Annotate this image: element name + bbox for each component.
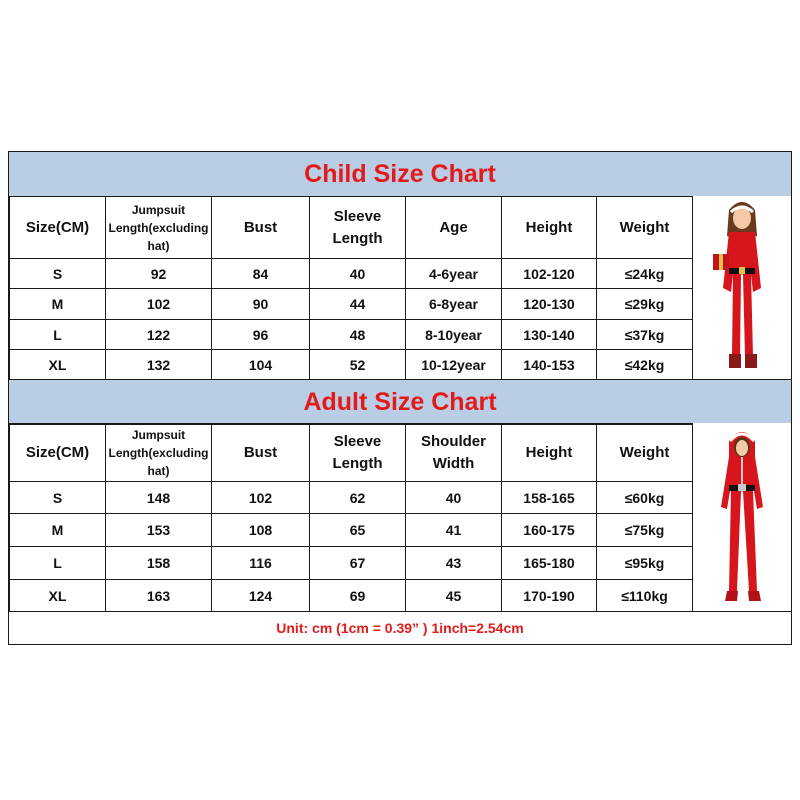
child-header-weight: Weight — [597, 197, 693, 259]
size-cell: XL — [10, 580, 106, 612]
table-row — [10, 547, 693, 580]
table-row — [10, 289, 693, 320]
height-cell: 102-120 — [502, 259, 597, 289]
jumpsuit-length-cell: 148 — [106, 482, 212, 514]
adult-header-weight: Weight — [597, 424, 693, 482]
jumpsuit-length-cell: 158 — [106, 547, 212, 580]
bust-cell: 90 — [212, 289, 310, 320]
child-header-bust: Bust — [212, 197, 310, 259]
sleeve-length-cell: 48 — [310, 320, 406, 350]
child-chart-title: Child Size Chart — [9, 152, 791, 197]
adult-chart-title: Adult Size Chart — [9, 379, 791, 425]
jumpsuit-length-cell: 92 — [106, 259, 212, 289]
bust-cell: 84 — [212, 259, 310, 289]
jumpsuit-length-cell: 122 — [106, 320, 212, 350]
height-cell: 120-130 — [502, 289, 597, 320]
bust-cell: 104 — [212, 350, 310, 381]
table-row — [10, 514, 693, 547]
child-header-row — [10, 197, 693, 259]
table-row — [10, 580, 693, 612]
child-header-height: Height — [502, 197, 597, 259]
shoulder-width-cell: 41 — [406, 514, 502, 547]
adult-model-photo — [692, 423, 791, 611]
height-cell: 160-175 — [502, 514, 597, 547]
weight-cell: ≤95kg — [597, 547, 693, 580]
size-cell: S — [10, 259, 106, 289]
adult-header-row — [10, 424, 693, 482]
jumpsuit-length-cell: 132 — [106, 350, 212, 381]
bust-cell: 124 — [212, 580, 310, 612]
sleeve-length-cell: 65 — [310, 514, 406, 547]
height-cell: 170-190 — [502, 580, 597, 612]
bust-cell: 116 — [212, 547, 310, 580]
size-cell: M — [10, 514, 106, 547]
weight-cell: ≤37kg — [597, 320, 693, 350]
unit-note: Unit: cm (1cm = 0.39” ) 1inch=2.54cm — [9, 611, 791, 645]
size-cell: L — [10, 320, 106, 350]
shoulder-width-cell: 43 — [406, 547, 502, 580]
jumpsuit-length-cell: 102 — [106, 289, 212, 320]
shoulder-width-cell: 45 — [406, 580, 502, 612]
height-cell: 140-153 — [502, 350, 597, 381]
age-cell: 10-12year — [406, 350, 502, 381]
child-header-size: Size(CM) — [10, 197, 106, 259]
adult-header-jumpsuit-length: Jumpsuit Length(excluding hat) — [106, 424, 212, 482]
adult-header-shoulder-width: Shoulder Width — [406, 424, 502, 482]
sleeve-length-cell: 69 — [310, 580, 406, 612]
bust-cell: 108 — [212, 514, 310, 547]
adult-header-bust: Bust — [212, 424, 310, 482]
sleeve-length-cell: 44 — [310, 289, 406, 320]
size-cell: S — [10, 482, 106, 514]
adult-header-sleeve-length: Sleeve Length — [310, 424, 406, 482]
child-size-table — [9, 196, 693, 381]
jumpsuit-length-cell: 163 — [106, 580, 212, 612]
child-header-jumpsuit-length: Jumpsuit Length(excluding hat) — [106, 197, 212, 259]
height-cell: 165-180 — [502, 547, 597, 580]
size-cell: L — [10, 547, 106, 580]
age-cell: 4-6year — [406, 259, 502, 289]
bust-cell: 96 — [212, 320, 310, 350]
weight-cell: ≤29kg — [597, 289, 693, 320]
sleeve-length-cell: 67 — [310, 547, 406, 580]
weight-cell: ≤42kg — [597, 350, 693, 381]
weight-cell: ≤24kg — [597, 259, 693, 289]
adult-header-height: Height — [502, 424, 597, 482]
child-costume-figure — [707, 196, 777, 378]
table-row — [10, 482, 693, 514]
age-cell: 8-10year — [406, 320, 502, 350]
sleeve-length-cell: 40 — [310, 259, 406, 289]
child-header-age: Age — [406, 197, 502, 259]
age-cell: 6-8year — [406, 289, 502, 320]
sleeve-length-cell: 62 — [310, 482, 406, 514]
adult-size-table — [9, 423, 693, 612]
sleeve-length-cell: 52 — [310, 350, 406, 381]
jumpsuit-length-cell: 153 — [106, 514, 212, 547]
table-row — [10, 350, 693, 381]
height-cell: 158-165 — [502, 482, 597, 514]
adult-header-size: Size(CM) — [10, 424, 106, 482]
table-row — [10, 259, 693, 289]
size-cell: XL — [10, 350, 106, 381]
weight-cell: ≤110kg — [597, 580, 693, 612]
shoulder-width-cell: 40 — [406, 482, 502, 514]
size-cell: M — [10, 289, 106, 320]
child-header-sleeve-length: Sleeve Length — [310, 197, 406, 259]
weight-cell: ≤75kg — [597, 514, 693, 547]
table-row — [10, 320, 693, 350]
size-chart — [8, 151, 792, 645]
height-cell: 130-140 — [502, 320, 597, 350]
adult-costume-figure — [707, 423, 777, 609]
child-model-photo — [692, 196, 791, 380]
weight-cell: ≤60kg — [597, 482, 693, 514]
bust-cell: 102 — [212, 482, 310, 514]
